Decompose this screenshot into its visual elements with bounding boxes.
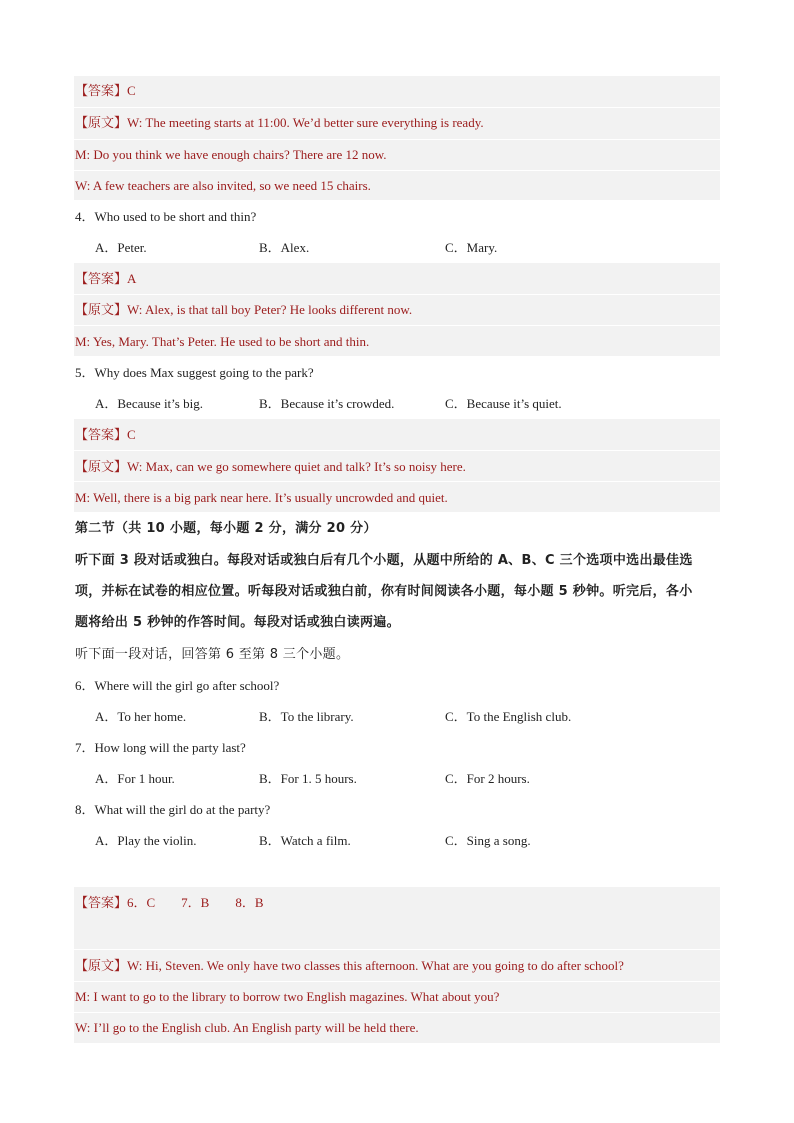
section-instructions-line: 题将给出 5 秒钟的作答时间。每段对话或独白读两遍。: [75, 615, 400, 630]
script-tag: 【原文】: [75, 959, 128, 974]
script-tag: 【原文】: [75, 303, 128, 318]
band-divider: [74, 1012, 720, 1013]
section-heading: 第二节（共 10 小题，每小题 2 分，满分 20 分）: [75, 521, 377, 536]
band-divider: [74, 325, 720, 326]
q4-option-b: B．Alex.: [259, 240, 310, 255]
section-instructions-line: 项，并标在试卷的相应位置。听每段对话或独白前，你有时间阅读各小题，每小题 5 秒钟。听完后，各小: [75, 584, 693, 599]
question-5: 5．Why does Max suggest going to the park?: [75, 365, 314, 380]
script-line: [75, 115, 484, 132]
q7-option-a: A．For 1 hour.: [95, 771, 175, 786]
script-line: M: I want to go to the library to borrow two English magazines. What about you?: [75, 989, 500, 1004]
q8-option-a: A．Play the violin.: [95, 833, 197, 848]
answer-tag: 【答案】: [75, 428, 128, 443]
q7-option-b: B．For 1. 5 hours.: [259, 771, 357, 786]
answer-line: [75, 895, 264, 912]
answer-value: C: [127, 83, 136, 98]
band-divider: [74, 481, 720, 482]
script-line: M: Well, there is a big park near here. It’s usually uncrowded and quiet.: [75, 490, 448, 505]
question-6: 6．Where will the girl go after school?: [75, 678, 280, 693]
question-7: 7．How long will the party last?: [75, 740, 246, 755]
script-text: W: Alex, is that tall boy Peter? He looks different now.: [127, 302, 413, 317]
answer-values: 6．C 7．B 8．B: [127, 895, 264, 910]
script-line: [75, 302, 412, 319]
band-divider: [74, 139, 720, 140]
q8-option-b: B．Watch a film.: [259, 833, 351, 848]
section-lead: 听下面一段对话，回答第 6 至第 8 三个小题。: [75, 647, 350, 662]
script-text: W: Max, can we go somewhere quiet and talk? It’s so noisy here.: [127, 459, 466, 474]
q6-option-a: A．To her home.: [95, 709, 187, 724]
band-divider: [74, 294, 720, 295]
answer-line: [75, 271, 136, 288]
script-line: W: I’ll go to the English club. An English party will be held there.: [75, 1020, 419, 1035]
script-line: W: A few teachers are also invited, so we need 15 chairs.: [75, 178, 371, 193]
q5-option-c: C．Because it’s quiet.: [445, 396, 562, 411]
answer-line: [75, 427, 136, 444]
question-8: 8．What will the girl do at the party?: [75, 802, 271, 817]
script-line: M: Do you think we have enough chairs? There are 12 now.: [75, 147, 387, 162]
q4-option-c: C．Mary.: [445, 240, 498, 255]
answer-line: [75, 83, 136, 100]
band-divider: [74, 107, 720, 108]
script-tag: 【原文】: [75, 116, 128, 131]
q5-option-b: B．Because it’s crowded.: [259, 396, 395, 411]
q5-option-a: A．Because it’s big.: [95, 396, 203, 411]
q7-option-c: C．For 2 hours.: [445, 771, 530, 786]
q6-option-b: B．To the library.: [259, 709, 354, 724]
answer-value: A: [127, 271, 137, 286]
script-text: W: The meeting starts at 11:00. We’d better sure everything is ready.: [127, 115, 484, 130]
section-instructions-line: 听下面 3 段对话或独白。每段对话或独白后有几个小题，从题中所给的 A、B、C 三个选项中选出最佳选: [75, 553, 693, 568]
answer-tag: 【答案】: [75, 896, 128, 911]
script-text: W: Hi, Steven. We only have two classes this afternoon. What are you going to do after school?: [127, 958, 624, 973]
band-divider: [74, 450, 720, 451]
question-4: 4．Who used to be short and thin?: [75, 209, 257, 224]
q4-option-a: A．Peter.: [95, 240, 147, 255]
answer-tag: 【答案】: [75, 84, 128, 99]
script-line: M: Yes, Mary. That’s Peter. He used to be short and thin.: [75, 334, 370, 349]
answer-tag: 【答案】: [75, 272, 128, 287]
q6-option-c: C．To the English club.: [445, 709, 572, 724]
band-divider: [74, 170, 720, 171]
script-tag: 【原文】: [75, 460, 128, 475]
script-line: [75, 958, 624, 975]
band-divider: [74, 949, 720, 950]
q8-option-c: C．Sing a song.: [445, 833, 531, 848]
answer-value: C: [127, 427, 136, 442]
band-divider: [74, 981, 720, 982]
script-line: [75, 459, 466, 476]
